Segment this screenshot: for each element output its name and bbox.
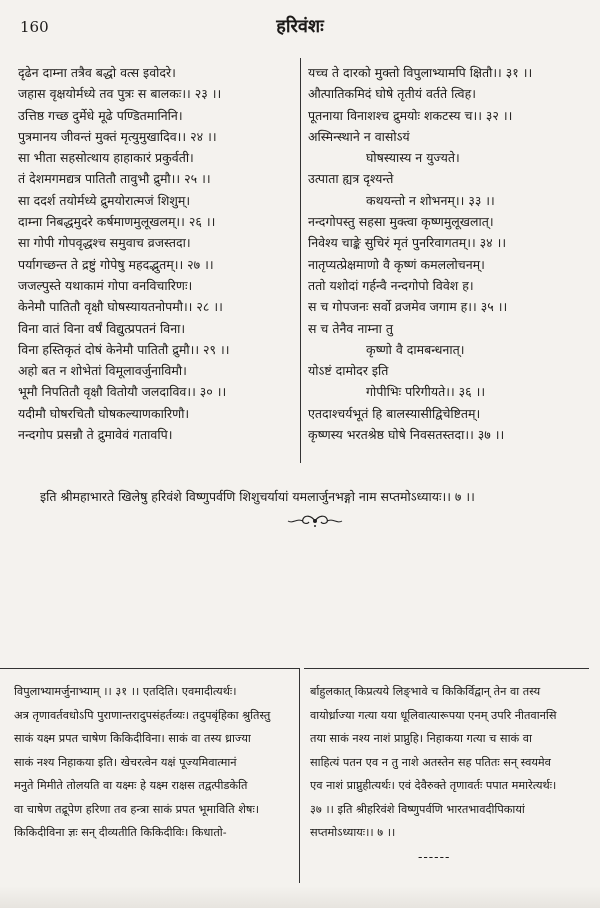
verse-line: स च गोपजनः सर्वो व्रजमेव जगाम ह।। ३५ ।।: [308, 299, 508, 315]
verse-line: कृष्णो वै दामबन्धनात्।: [366, 341, 465, 357]
footnotes-right-column: [310, 680, 592, 845]
footnote-line: किकिदीविना ज्ञः सन् दीव्यतीति किकिदीविः। किधातो-: [14, 826, 227, 839]
verses-left-column: [18, 62, 296, 445]
verse-line: अहो बत न शोभेतां विमूलावर्जुनाविमौ।: [18, 363, 187, 379]
verse-line: केनेमौ पातितौ वृक्षौ घोषस्यायतनोपमौ।। २८ ।।: [18, 299, 223, 315]
verse-line: सा ददर्श तयोर्मध्ये द्रुमयोरात्मजं शिशुम्।: [18, 192, 191, 208]
page-title: हरिवंशः: [276, 16, 324, 37]
footnote-rule: [0, 668, 300, 669]
footnote-line: साकं यक्ष्म प्रपत चाषेण किकिदीविना। साकं वा तस्य ध्राज्या: [14, 732, 251, 745]
footnotes-left-column: [14, 680, 294, 845]
verse-line: पूतनाया विनाशश्च द्रुमयोः शकटस्य च।। ३२ ।।: [308, 107, 513, 123]
chapter-colophon: इति श्रीमहाभारते खिलेषु हरिवंशे विष्णुपर्वणि शिशुचर्यायां यमलार्जुनभङ्गो नाम सप्तमोऽध्यायः।। ७ ।।: [40, 489, 475, 504]
verse-line: ततो यशोदां गर्हन्वै नन्दगोपो विवेश ह।: [308, 277, 474, 293]
footnote-line: विपुलाभ्यामर्जुनाभ्याम् ।। ३१ ।। एतदिति। एवमादीत्यर्थः।: [14, 685, 237, 698]
verse-line: उत्पाता ह्यत्र दृश्यन्ते: [308, 171, 394, 187]
verse-line: औत्पातिकमिदं घोषे तृतीयं वर्तते त्विह।: [308, 86, 476, 102]
verse-line: विना हस्तिकृतं दोषं केनेमौ पातितौ द्रुमौ।। २९ ।।: [18, 341, 230, 357]
footnote-line: वायोर्ध्राज्या गत्या यया धूलिवात्यारूपया एनम् उपरि नीतवानसि: [310, 708, 557, 722]
floral-ornament-icon: [285, 514, 345, 528]
verse-line: यच्च ते दारको मुक्तो विपुलाभ्यामपि क्षितौ।। ३१ ।।: [308, 65, 533, 80]
verse-line: नन्दगोप प्रसन्नौ ते द्रुमावेवं गतावपि।: [18, 427, 173, 443]
footnote-line: एव नाशं प्राप्नुहीत्यर्थः। एवं देवैरुक्ते तृणावर्तः पपात ममारेत्यर्थः।: [310, 779, 557, 792]
verse-line: उत्तिष्ठ गच्छ दुर्मेधे मूढे पण्डितमानिनि।: [18, 107, 183, 123]
verse-line: पर्यागच्छन्त ते द्रष्टुं गोपेषु महदद्भुतम्।। २७ ।।: [18, 256, 214, 272]
verse-line: सा भीता सहसोत्थाय हाहाकारं प्रकुर्वती।: [18, 150, 194, 166]
verse-line: अस्मिन्स्थाने न वासोऽयं: [308, 128, 410, 144]
verse-line: योऽष्टं दामोदर इति: [308, 363, 389, 379]
verse-line: एतदाश्चर्यभूतं हि बालस्यासीद्विचेष्टितम्।: [308, 405, 481, 421]
verse-line: जहास वृक्षयोर्मध्ये तव पुत्रः स बालकः।। २३ ।।: [18, 86, 222, 102]
footnote-line: सप्तमोऽध्यायः।। ७ ।।: [310, 826, 396, 839]
footnote-line: र्बाहुलकात् किप्रत्यये लिङ्भावे च किकिर्विद्वान् तेन वा तस्य: [310, 685, 541, 698]
verse-line: सा गोपी गोपवृद्धश्च समुवाच व्रजस्तदा।: [18, 235, 191, 251]
footnote-column-divider: [299, 668, 300, 883]
footnote-line: ३७ ।। इति श्रीहरिवंशे विष्णुपर्वणि भारतभावदीपिकायां: [310, 802, 525, 816]
verse-line: यदीमौ घोषरचितौ घोषकल्याणकारिणौ।: [18, 405, 190, 421]
footnote-line: अत्र तृणावर्तवधोऽपि पुराणान्तरादुपसंहर्तव्यः। तदुपबृंहिका श्रुतिस्तु: [14, 708, 271, 722]
verse-line: पुत्रमानय जीवन्तं मुक्तं मृत्युमुखादिव।। २४ ।।: [18, 128, 217, 144]
verse-line: दाम्ना निबद्धमुदरे कर्षमाणमुलूखलम्।। २६ ।।: [18, 214, 216, 230]
verse-line: कृष्णस्य भरतश्रेष्ठ घोषे निवसतस्तदा।। ३७ ।।: [308, 427, 505, 443]
verse-line: विना वातं विना वर्षं विद्युत्प्रपतनं विना।: [18, 320, 186, 336]
verse-line: स च तेनैव नाम्ना तु: [308, 320, 393, 336]
verses-right-column: [308, 62, 590, 445]
verse-line: तं देशमगमद्यत्र पातितौ तावुभौ द्रुमौ।। २५ ।।: [18, 171, 211, 187]
verse-line: गोपीभिः परिगीयते।। ३६ ।।: [366, 384, 486, 400]
column-divider: [300, 58, 301, 463]
verse-line: घोषस्यास्य न युज्यते।: [366, 150, 460, 166]
page-number: 160: [20, 18, 49, 36]
footnote-line: साहित्यं पतन एव न तु नाशे अतस्तेन सह पतितः सन् स्वयमेव: [310, 755, 551, 769]
verse-line: भूमौ निपतितौ वृक्षौ वितोयौ जलदाविव।। ३० ।।: [18, 384, 227, 400]
page-bottom-edge: [0, 886, 600, 908]
end-marker: ------: [418, 850, 451, 865]
footnote-line: वा चाषेण तद्रूपेण हरिणा तव हन्त्रा साकं प्रपत भूमाविति शेषः।: [14, 802, 260, 816]
verse-line: निवेश्य चाङ्के सुचिरं मृतं पुनरिवागतम्।। ३४ ।।: [308, 235, 507, 251]
verse-line: कथयन्तो न शोभनम्।। ३३ ।।: [366, 192, 495, 208]
footnote-rule: [304, 668, 589, 669]
verse-line: दृढेन दाम्ना तत्रैव बद्धो वत्स इवोदरे।: [18, 65, 176, 80]
footnote-line: मनुते मिमीते तोलयति वा यक्ष्मः हे यक्ष्म राक्षस तद्वत्पीडकेति: [14, 779, 248, 792]
footnote-line: साकं नश्य निहाकया इति। खेचरत्वेन यक्षं पूज्यमिवात्मानं: [14, 755, 237, 769]
footnote-line: तया साकं नश्य नाशं प्राप्नुहि। निहाकया गत्या च साकं वा: [310, 732, 532, 745]
verse-line: जजल्पुस्ते यथाकामं गोपा वनविचारिणः।: [18, 277, 193, 293]
verse-line: नातृप्यत्प्रेक्षमाणो वै कृष्णं कमललोचनम्।: [308, 256, 485, 272]
verse-line: नन्दगोपस्तु सहसा मुक्त्वा कृष्णमुलूखलात्।: [308, 214, 494, 230]
